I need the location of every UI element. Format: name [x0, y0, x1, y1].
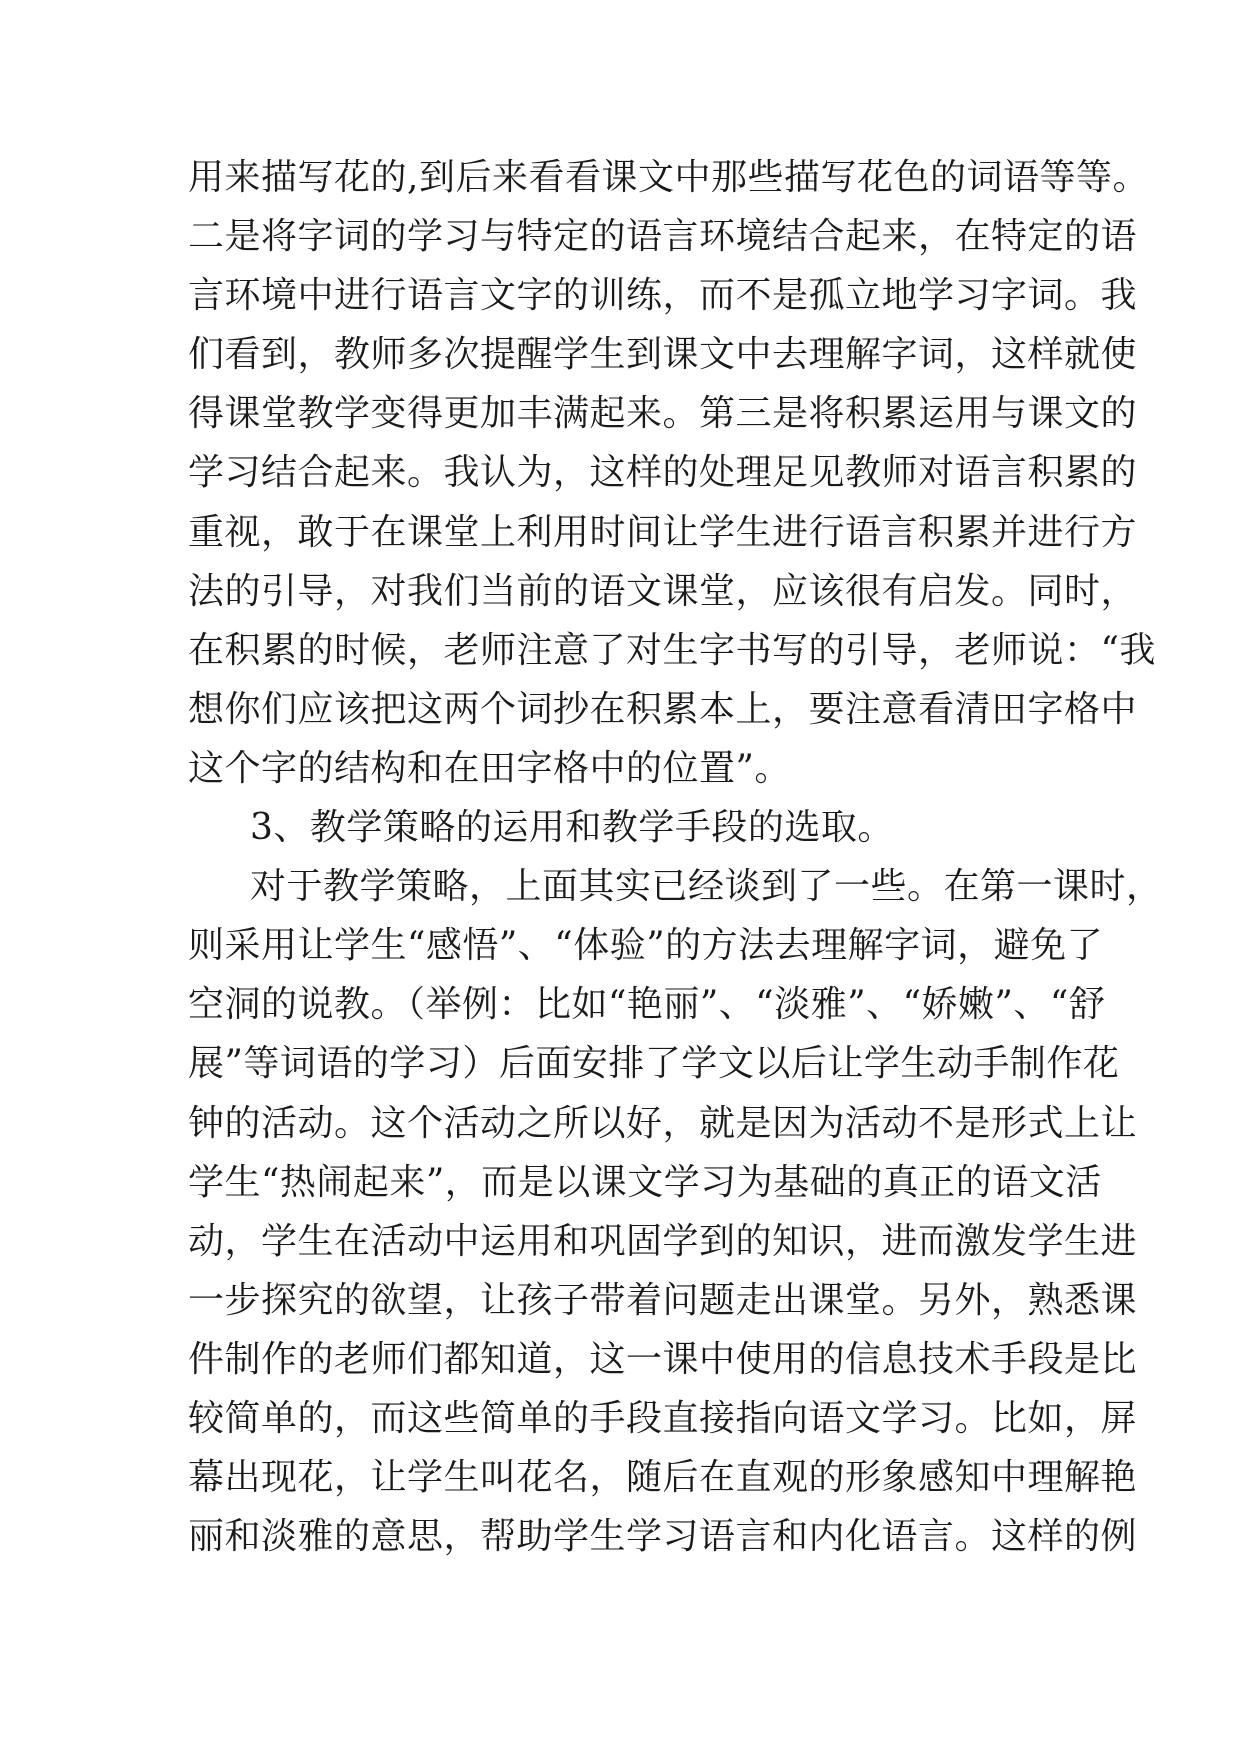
text-line: 言环境中进行语言文字的训练，而不是孤立地学习字词。我: [188, 275, 1138, 317]
text-line: 法的引导，对我们当前的语文课堂，应该很有启发。同时，: [188, 570, 1138, 612]
text-line: 想你们应该把这两个词抄在积累本上，要注意看清田字格中: [188, 688, 1138, 730]
text-line: 在积累的时候，老师注意了对生字书写的引导，老师说：“我: [188, 629, 1156, 671]
text-line: 动，学生在活动中运用和巩固学到的知识，进而激发学生进: [188, 1220, 1138, 1262]
text-line: 钟的活动。这个活动之所以好，就是因为活动不是形式上让: [188, 1102, 1138, 1144]
paragraph-start: 对于教学策略，上面其实已经谈到了一些。在第一课时，: [250, 866, 1163, 908]
text-line: 这个字的结构和在田字格中的位置”。: [188, 747, 791, 789]
text-line: 展”等词语的学习）后面安排了学文以后让学生动手制作花: [188, 1043, 1120, 1085]
text-line: 一步探究的欲望，让孩子带着问题走出课堂。另外，熟悉课: [188, 1279, 1138, 1321]
text-line: 二是将字词的学习与特定的语言环境结合起来，在特定的语: [188, 216, 1138, 258]
text-line: 用来描写花的,到后来看看课文中那些描写花色的词语等等。: [188, 157, 1149, 198]
text-line: 学习结合起来。我认为，这样的处理足见教师对语言积累的: [188, 452, 1138, 494]
text-line: 们看到，教师多次提醒学生到课文中去理解字词，这样就使: [188, 334, 1138, 376]
section-heading: 3、教学策略的运用和教学手段的选取。: [250, 807, 894, 849]
text-line: 件制作的老师们都知道，这一课中使用的信息技术手段是比: [188, 1338, 1138, 1380]
body-text: [188, 148, 1163, 1566]
text-line: 学生“热闹起来”，而是以课文学习为基础的真正的语文活: [188, 1161, 1102, 1203]
text-line: 空洞的说教。（举例：比如“艳丽”、“淡雅”、“娇嫩”、“舒: [188, 984, 1106, 1026]
text-line: 较简单的，而这些简单的手段直接指向语文学习。比如，屏: [188, 1397, 1138, 1439]
text-line: 得课堂教学变得更加丰满起来。第三是将积累运用与课文的: [188, 393, 1138, 435]
text-line: 重视，敢于在课堂上利用时间让学生进行语言积累并进行方: [188, 511, 1138, 553]
text-line: 则采用让学生“感悟”、“体验”的方法去理解字词，避免了: [188, 925, 1104, 967]
text-line: 幕出现花，让学生叫花名，随后在直观的形象感知中理解艳: [188, 1457, 1138, 1499]
text-line: 丽和淡雅的意思，帮助学生学习语言和内化语言。这样的例: [188, 1516, 1138, 1558]
